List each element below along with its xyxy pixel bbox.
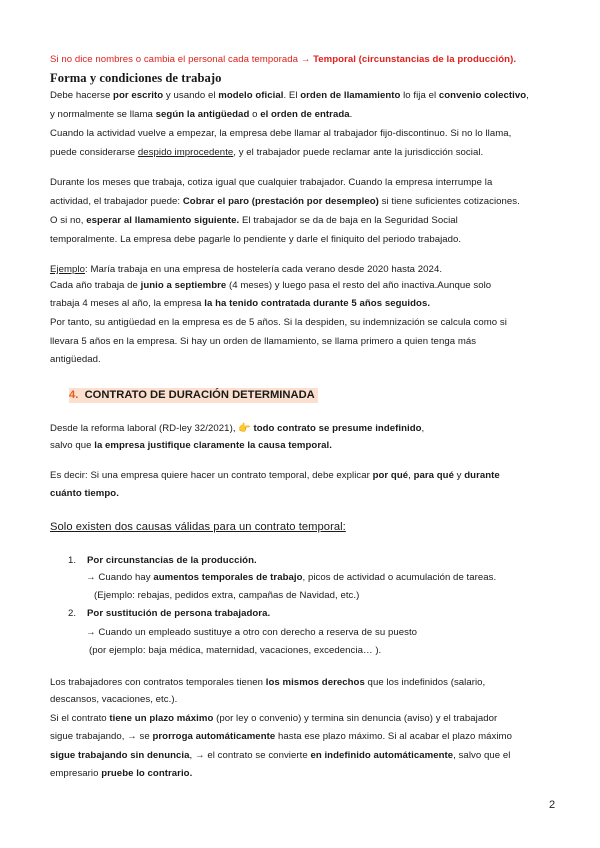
causa-2-desc-2: (por ejemplo: baja médica, maternidad, vacaciones, excedencia… ). (89, 645, 382, 656)
ejemplo-line-5: llevara 5 años en la empresa. Si hay un orden de llamamiento, se llama primero a quien tenga más (50, 336, 477, 347)
causa-1-desc-1: → Cuando hay aumentos temporales de trabajo, picos de actividad o acumulación de tareas. (86, 572, 497, 583)
ejemplo-label: Ejemplo (50, 264, 86, 275)
final-line-4: sigue trabajando, → se prorroga automáticamente hasta ese plazo máximo. Si al acabar el plazo máximo (50, 731, 512, 742)
ejemplo-line-3: trabaja 4 meses al año, la empresa la ha tenido contratada durante 5 años seguidos. (50, 298, 431, 309)
despido-improcedente-term: despido improcedente (137, 147, 234, 158)
section-title: CONTRATO DE DURACIÓN DETERMINADA (84, 389, 315, 401)
durante-line-3: O si no, esperar al llamamiento siguiente. El trabajador se da de baja en la Seguridad Social (50, 215, 458, 226)
durante-line-4: temporalmente. La empresa debe pagarle lo pendiente y darle el finiquito del periodo trabajado. (50, 234, 462, 245)
reforma-line-1: Desde la reforma laboral (RD-ley 32/2021), 👉 todo contrato se presume indefinido, (50, 423, 425, 434)
ejemplo-line-2: Cada año trabaja de junio a septiembre (4 meses) y luego pasa el resto del año inactiva.Aunque solo (50, 280, 492, 291)
page-number: 2 (549, 799, 556, 811)
section-highlight (69, 388, 318, 403)
forma-line-3: Cuando la actividad vuelve a empezar, la empresa debe llamar al trabajador fijo-discontinuo. Si no lo llama, (50, 128, 512, 139)
forma-heading: Forma y condiciones de trabajo (50, 71, 222, 85)
forma-line-4: puede considerarse despido improcedente, y el trabajador puede reclamar ante la jurisdicción social. (50, 147, 484, 158)
causa-2-desc-1: → Cuando un empleado sustituye a otro con derecho a reserva de su puesto (86, 627, 418, 638)
final-line-3: Si el contrato tiene un plazo máximo (por ley o convenio) y termina sin denuncia (aviso) y el trabajador (50, 713, 498, 724)
durante-line-1: Durante los meses que trabaja, cotiza igual que cualquier trabajador. Cuando la empresa interrumpe la (50, 177, 493, 188)
section-number: 4. (69, 389, 79, 401)
note-bold-text: Temporal (circunstancias de la producción). (313, 54, 517, 65)
temporal-note (50, 54, 516, 66)
durante-line-2: actividad, el trabajador puede: Cobrar el paro (prestación por desempleo) si tiene suficientes cotizaciones. (50, 196, 520, 207)
causa-2-title: 2. Por sustitución de persona trabajadora. (68, 608, 271, 619)
esdecir-line-2: cuánto tiempo. (50, 488, 119, 499)
final-line-1: Los trabajadores con contratos temporales tienen los mismos derechos que los indefinidos (salario, (50, 677, 486, 688)
ejemplo-line-6: antigüedad. (50, 354, 101, 365)
causas-title: Solo existen dos causas válidas para un contrato temporal: (50, 521, 346, 533)
final-line-5: sigue trabajando sin denuncia, → el contrato se convierte en indefinido automáticamente, salvo que el (50, 750, 511, 761)
pointing-hand-icon: 👉 (238, 423, 251, 434)
final-line-2: descansos, vacaciones, etc.). (50, 694, 178, 705)
ejemplo-line-1: Ejemplo: María trabaja en una empresa de hostelería cada verano desde 2020 hasta 2024. (50, 264, 443, 275)
causa-1-desc-2: (Ejemplo: rebajas, pedidos extra, campañas de Navidad, etc.) (94, 590, 360, 601)
forma-line-2: y normalmente se llama según la antigüedad o el orden de entrada. (50, 109, 353, 120)
section-heading (50, 386, 598, 405)
esdecir-line-1: Es decir: Si una empresa quiere hacer un contrato temporal, debe explicar por qué, para qué y durante (50, 470, 500, 481)
note-text: Si no dice nombres o cambia el personal cada temporada → (50, 54, 314, 65)
causa-1-title: 1. Por circunstancias de la producción. (68, 555, 257, 566)
final-line-6: empresario pruebe lo contrario. (50, 768, 193, 779)
forma-line-1: Debe hacerse por escrito y usando el modelo oficial. El orden de llamamiento lo fija el convenio colectivo, (50, 90, 529, 101)
reforma-line-2: salvo que la empresa justifique claramente la causa temporal. (50, 440, 332, 451)
ejemplo-line-4: Por tanto, su antigüedad en la empresa es de 5 años. Si la despiden, su indemnización se calcula como si (50, 317, 507, 328)
